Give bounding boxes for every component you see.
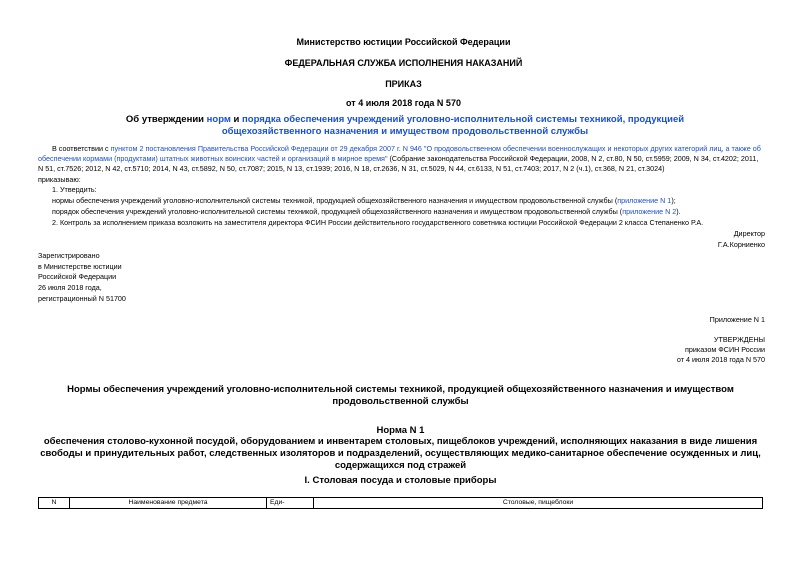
doc-type-heading: ПРИКАЗ <box>385 79 422 89</box>
signature-name: Г.А.Корниенко <box>717 240 765 249</box>
intro-prefix: В соответствии с <box>52 144 111 153</box>
item-1a <box>52 196 676 206</box>
appendix-by-order: приказом ФСИН России <box>685 345 765 354</box>
appendix-date: от 4 июля 2018 года N 570 <box>676 355 765 364</box>
header-cell-canteens: Столовые, пищеблоки <box>314 498 763 509</box>
table-header-row <box>39 498 763 509</box>
item-1b-text: порядок обеспечения учреждений уголовно-исполнительной системы техникой, продукцией общехозяйственного назначения и имуществом продовольственной службы ( <box>52 207 623 216</box>
orders-line: приказываю: <box>38 175 81 184</box>
item-1a-end: ); <box>671 196 676 205</box>
ministry-heading: Министерство юстиции Российской Федерации <box>296 37 511 47</box>
item-1b-end: ). <box>676 207 681 216</box>
norms-title: Нормы обеспечения учреждений уголовно-исполнительной системы техникой, продукцией общехозяйственного назначения и имуществом продовольственной службы <box>67 384 734 407</box>
item-1: 1. Утвердить: <box>52 185 97 194</box>
title-link-norms[interactable]: норм <box>206 114 231 125</box>
header-cell-item-name: Наименование предмета <box>70 498 267 509</box>
signature-position: Директор <box>733 229 765 238</box>
registration-line-2: в Министерстве юстиции <box>38 262 122 271</box>
title-prefix: Об утверждении <box>125 114 207 125</box>
document-title <box>85 114 725 138</box>
norm-number: Норма N 1 <box>376 425 425 436</box>
items-table <box>38 497 763 509</box>
intro-suffix: (Собрание законодательства Российской Федерации, 2008, N 2, ст.80, N 50, ст.5959; 2009, N 34, ст.4202; 2011, N 51, ст.7526; 2012, N 42, ст.5710; 2014, N 43, ст.5892, N 50, ст.7087; 2015, N 13, ст.1939; 2016, N 18, ст.2636, N 31, ст.5029, N 44, ст.6133, N 51, ст.7403; 2017, N 2 (ч.1), ст.368, N 21, ст.3024) <box>38 154 759 173</box>
title-link-procedure[interactable]: порядка обеспечения учреждений уголовно-исполнительной системы техникой, продукцией общехозяйственного назначения и имуществом продовольственной службы <box>221 114 685 137</box>
appendix-approved: УТВЕРЖДЕНЫ <box>713 335 765 344</box>
registration-line-4: 26 июля 2018 года, <box>38 283 102 292</box>
registration-line-1: Зарегистрировано <box>38 251 100 260</box>
appendix-1-link[interactable]: приложение N 1 <box>617 196 672 205</box>
service-heading: ФЕДЕРАЛЬНАЯ СЛУЖБА ИСПОЛНЕНИЯ НАКАЗАНИЙ <box>284 58 523 68</box>
title-mid: и <box>230 114 243 125</box>
registration-line-5: регистрационный N 51700 <box>38 294 126 303</box>
doc-date-heading: от 4 июля 2018 года N 570 <box>346 98 461 108</box>
section-heading: I. Столовая посуда и столовые приборы <box>304 475 497 486</box>
header-cell-number: N <box>39 498 70 509</box>
item-2: 2. Контроль за исполнением приказа возложить на заместителя директора ФСИН России действительного государственного советника юстиции Российской Федерации 2 класса Степаненко Р.А. <box>52 218 704 227</box>
norm-description: обеспечения столово-кухонной посудой, оборудованием и инвентарем столовых, пищеблоков учреждений, исполняющих наказания в виде лишения свободы и принудительных работ, следственных изоляторов и подразделений, осуществляющих медико-санитарное обеспечение осужденных и лиц, содержащихся под стражей <box>40 436 761 471</box>
header-cell-unit: Еди- <box>267 498 314 509</box>
item-1a-text: нормы обеспечения учреждений уголовно-исполнительной системы техникой, продукцией общехозяйственного назначения и имуществом продовольственной службы ( <box>52 196 618 205</box>
appendix-label: Приложение N 1 <box>709 315 765 324</box>
intro-link-decree[interactable]: пунктом 2 постановления Правительства Российской Федерации от 29 декабря 2007 г. N 946 "О продовольственном обеспечении военнослужащих и некоторых других категорий лиц, а также об обеспечении кормами (продуктами) штатных животных воинских частей и организаций в мирное время" <box>38 144 761 163</box>
item-1b <box>52 207 681 217</box>
appendix-2-link[interactable]: приложение N 2 <box>622 207 677 216</box>
intro-paragraph <box>38 144 763 174</box>
registration-line-3: Российской Федерации <box>38 272 117 281</box>
